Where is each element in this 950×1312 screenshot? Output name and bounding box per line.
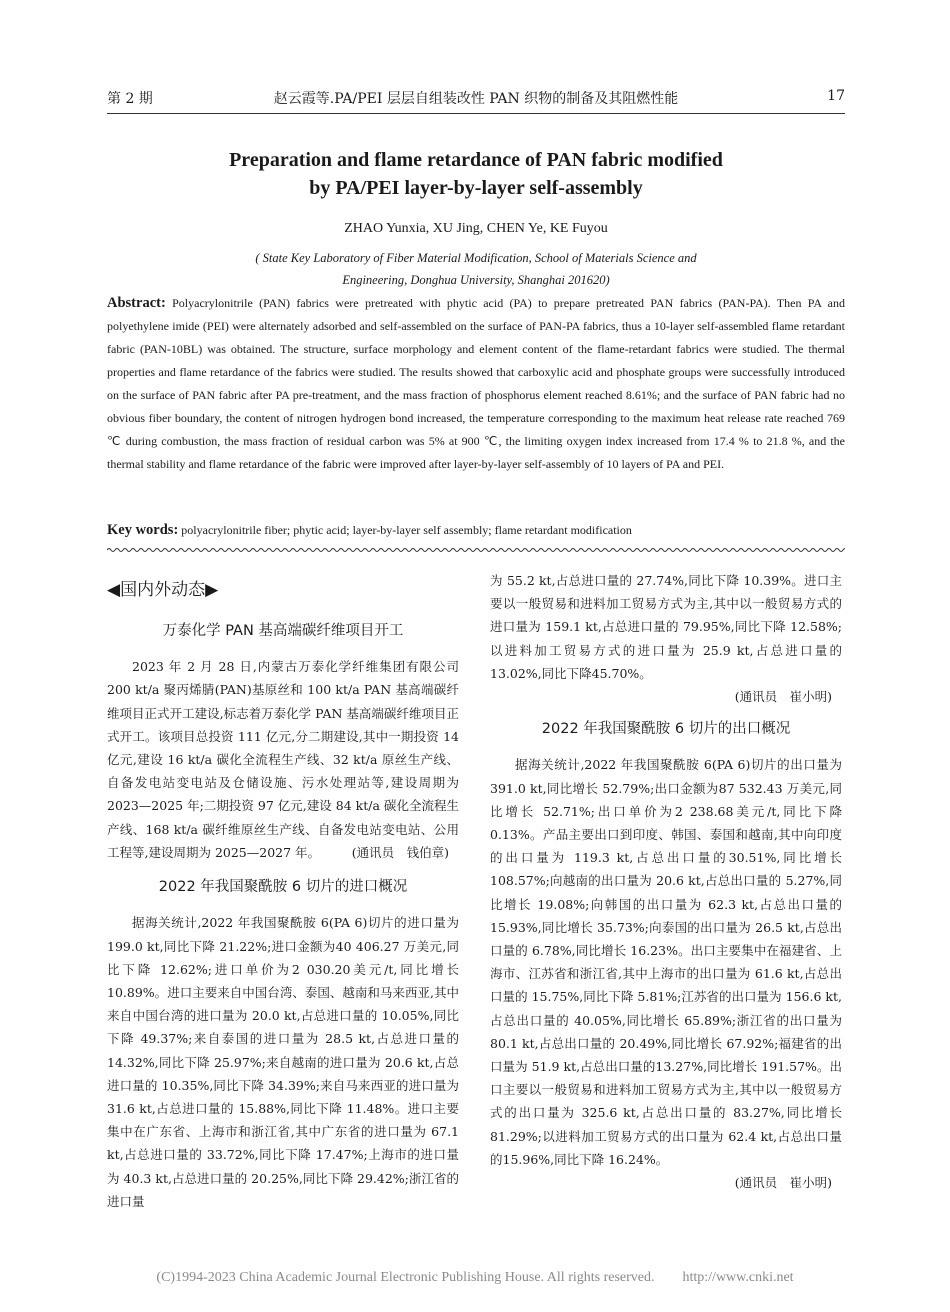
article-body-continued: 为 55.2 kt,占总进口量的 27.74%,同比下降 10.39%。进口主要以一般贸易和进料加工贸易方式为主,其中以一般贸易方式的进口量为 159.1 kt,占总进口量的 79.95%,同比下降 12.58%;以进料加工贸易方式的进口量为 25.9 kt,占总进口量的13.02%,同比下降45.70%。 — [490, 573, 842, 681]
abstract-label: Abstract: — [107, 295, 166, 311]
article-note: (通讯员 钱伯章) — [351, 845, 449, 861]
english-title — [107, 146, 845, 202]
left-column — [107, 620, 459, 1213]
right-column — [490, 569, 842, 1194]
article-note: (通讯员 崔小明) — [734, 689, 832, 705]
running-title: 赵云霞等.PA/PEI 层层自组装改性 PAN 织物的制备及其阻燃性能 — [273, 91, 679, 107]
article-title: 万泰化学 PAN 基高端碳纤维项目开工 — [162, 623, 404, 639]
article-body: 2023 年 2 月 28 日,内蒙古万泰化学纤维集团有限公司 200 kt/a 聚丙烯腈(PAN)基原丝和 100 kt/a PAN 基高端碳纤维项目正式开工建设,标志着万泰化学 PAN 基高端碳纤维项目正式开工。该项目总投资 111 亿元,分二期建设,其中一期投资 14 亿元,建设 16 kt/a 碳化全流程生产线、32 kt/a 原丝生产线、自备发电站变电站及仓储设施、污水处理站等,建设周期为 2023—2025 年;二期投资 97 亿元,建设 84 kt/a 碳化全流程生产线、168 kt/a 碳纤维原丝生产线、自备发电站变电站、公用工程等,建设周期为 2025—2027 年。 — [107, 659, 459, 860]
article-body: 据海关统计,2022 年我国聚酰胺 6(PA 6)切片的出口量为 391.0 kt,同比增长 52.79%;出口金额为87 532.43 万美元,同比增长 52.71%;出口单价为2 238.68美元/t,同比下降 0.13%。产品主要出口到印度、韩国、泰国和越南,其中向印度的出口量为 119.3 kt,占总出口量的30.51%,同比增长 108.57%;向越南的出口量为 20.6 kt,占总出口量的 5.27%,同比增长 19.08%;向韩国的出口量为 62.3 kt,占总出口量的 15.93%,同比增长 35.73%;向泰国的出口量为 26.5 kt,占总出口量的 6.78%,同比增长 16.23%。出口主要集中在福建省、上海市、江苏省和浙江省,其中上海市的出口量为 61.6 kt,占总出口量的 15.75%,同比下降 5.81%;江苏省的出口量为 156.6 kt,占总出口量的 40.05%,同比增长 65.89%;浙江省的出口量为 80.1 kt,占总出口量的 20.49%,同比增长 67.92%;福建省的出口量为 51.9 kt,占总出口量的13.27%,同比增长 191.57%。出口主要以一般贸易和进料加工贸易方式为主,其中以一般贸易方式的出口量为 325.6 kt,占总出口量的 83.27%,同比增长 81.29%;以进料加工贸易方式的出口量为 62.4 kt,占总出口量的15.96%,同比下降 16.24%。 — [490, 757, 842, 1167]
affiliation-line-2: Engineering, Donghua University, Shanghai 201620) — [342, 273, 610, 287]
wavy-divider — [107, 546, 845, 554]
article-title: 2022 年我国聚酰胺 6 切片的出口概况 — [541, 721, 791, 738]
title-line-1: Preparation and flame retardance of PAN fabric modified — [229, 149, 723, 171]
affiliation — [160, 247, 792, 291]
copyright-footer: (C)1994-2023 China Academic Journal Electronic Publishing House. All rights reserved. http://www.cnki.net — [156, 1270, 794, 1285]
section-title: ◀国内外动态▶ — [107, 580, 219, 600]
article-title: 2022 年我国聚酰胺 6 切片的进口概况 — [158, 879, 408, 896]
authors: ZHAO Yunxia, XU Jing, CHEN Ye, KE Fuyou — [344, 221, 608, 236]
issue-number: 第 2 期 — [107, 91, 153, 107]
abstract — [107, 292, 845, 476]
page-number: 17 — [827, 88, 845, 104]
abstract-text: Polyacrylonitrile (PAN) fabrics were pretreated with phytic acid (PA) to prepare pretreated PAN fabrics (PAN-PA). Then PA and polyethylene imide (PEI) were alternately adsorbed and self-assembled on the surface of PAN-PA fabrics, thus a 10-layer self-assembled flame retardant fabric (PAN-10BL) was obtained. The structure, surface morphology and element content of the flame-retardant fabrics were studied. The thermal properties and flame retardance of the fabrics were studied. The results showed that carboxylic acid and phosphate groups were successfully introduced on the surface of PAN fabric after PA pre-treatment, and the mass fraction of phosphorus element reached 8.61%; and the surface of PAN fabric had no obvious fiber boundary, the content of nitrogen hydrogen bond increased, the temperature corresponding to the maximum heat release rate reached 769 ℃ during combustion, the mass fraction of residual carbon was 5% at 900 ℃, the limiting oxygen index increased from 17.4 % to 21.8 %, and the thermal stability and flame retardance of the fabric were improved after layer-by-layer self-assembly of 10 layers of PA and PEI. — [107, 296, 846, 471]
keywords-label: Key words: — [107, 522, 179, 538]
affiliation-line-1: ( State Key Laboratory of Fiber Material Modification, School of Materials Science and — [255, 251, 697, 265]
page-header — [107, 88, 845, 108]
keywords — [107, 522, 845, 539]
header-rule — [107, 113, 845, 114]
article-note: (通讯员 崔小明) — [734, 1175, 832, 1191]
article-body: 据海关统计,2022 年我国聚酰胺 6(PA 6)切片的进口量为 199.0 kt,同比下降 21.22%;进口金额为40 406.27 万美元,同比下降 12.62%;进口单价为2 030.20美元/t,同比增长 10.89%。进口主要来自中国台湾、泰国、越南和马来西亚,其中来自中国台湾的进口量为 20.0 kt,占总进口量的 10.05%,同比下降 49.37%;来自泰国的进口量为 28.5 kt,占总进口量的 14.32%,同比下降 25.97%;来自越南的进口量为 20.6 kt,占总进口量的 10.35%,同比下降 34.39%;来自马来西亚的进口量为 31.6 kt,占总进口量的 15.88%,同比下降 11.48%。进口主要集中在广东省、上海市和浙江省,其中广东省的进口量为 67.1 kt,占总进口量的 33.72%,同比下降 17.47%;上海市的进口量为 40.3 kt,占总进口量的 20.25%,同比下降 29.42%;浙江省的进口量 — [107, 915, 459, 1209]
title-line-2: by PA/PEI layer-by-layer self-assembly — [309, 177, 643, 199]
keywords-text: polyacrylonitrile fiber; phytic acid; layer-by-layer self assembly; flame retardant modification — [181, 523, 632, 537]
